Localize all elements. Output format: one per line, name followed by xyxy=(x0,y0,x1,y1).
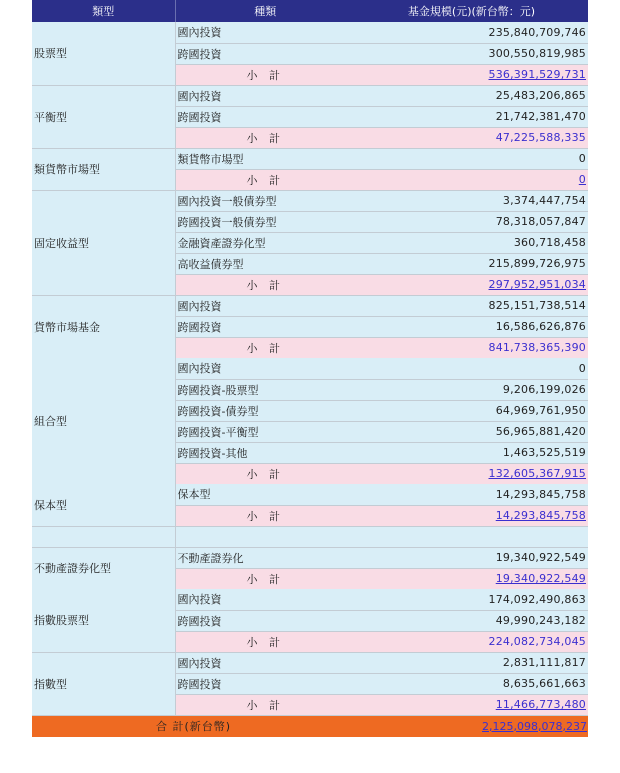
kind-cell: 跨國投資 xyxy=(175,610,355,631)
table-row xyxy=(32,85,588,106)
subtotal-link[interactable]: 19,340,922,549 xyxy=(495,572,586,586)
subtotal-label: 小 計 xyxy=(175,274,355,295)
value-cell: 9,206,199,026 xyxy=(355,379,588,400)
table-row xyxy=(32,148,588,169)
kind-cell: 國內投資一般債券型 xyxy=(175,190,355,211)
kind-cell: 金融資產證券化型 xyxy=(175,232,355,253)
kind-cell: 跨國投資一般債券型 xyxy=(175,211,355,232)
kind-cell: 保本型 xyxy=(175,484,355,505)
subtotal-label: 小 計 xyxy=(175,694,355,715)
subtotal-value xyxy=(355,505,588,526)
kind-cell: 跨國投資 xyxy=(175,106,355,127)
category-stock: 股票型 xyxy=(32,22,175,85)
value-cell: 215,899,726,975 xyxy=(355,253,588,274)
grand-total-row xyxy=(32,715,588,737)
table-row xyxy=(32,190,588,211)
subtotal-value xyxy=(355,631,588,652)
subtotal-link[interactable]: 11,466,773,480 xyxy=(495,698,586,711)
subtotal-label: 小 計 xyxy=(175,631,355,652)
kind-cell: 跨國投資-其他 xyxy=(175,442,355,463)
value-cell: 2,831,111,817 xyxy=(355,652,588,673)
subtotal-link[interactable]: 841,738,365,390 xyxy=(488,341,586,355)
blank-cell xyxy=(175,526,588,547)
table-row xyxy=(32,547,588,568)
subtotal-label: 小 計 xyxy=(175,463,355,484)
subtotal-label: 小 計 xyxy=(175,505,355,526)
subtotal-value xyxy=(355,169,588,190)
subtotal-value xyxy=(355,568,588,589)
subtotal-value xyxy=(355,337,588,358)
value-cell: 78,318,057,847 xyxy=(355,211,588,232)
subtotal-label: 小 計 xyxy=(175,568,355,589)
value-cell: 235,840,709,746 xyxy=(355,22,588,43)
kind-cell: 國內投資 xyxy=(175,85,355,106)
table-row xyxy=(32,358,588,379)
category-reits: 不動產證券化型 xyxy=(32,547,175,589)
header-kind: 種類 xyxy=(175,0,355,22)
kind-cell: 國內投資 xyxy=(175,589,355,610)
value-cell: 14,293,845,758 xyxy=(355,484,588,505)
value-cell: 300,550,819,985 xyxy=(355,43,588,64)
kind-cell: 國內投資 xyxy=(175,22,355,43)
category-index: 指數型 xyxy=(32,652,175,715)
kind-cell: 類貨幣市場型 xyxy=(175,148,355,169)
value-cell: 25,483,206,865 xyxy=(355,85,588,106)
subtotal-label: 小 計 xyxy=(175,169,355,190)
value-cell: 825,151,738,514 xyxy=(355,295,588,316)
kind-cell: 國內投資 xyxy=(175,358,355,379)
table-row xyxy=(32,22,588,43)
subtotal-link[interactable]: 297,952,951,034 xyxy=(488,278,586,291)
kind-cell: 跨國投資-債券型 xyxy=(175,400,355,421)
subtotal-link[interactable]: 0 xyxy=(578,173,586,186)
category-fund-of-funds: 組合型 xyxy=(32,358,175,484)
subtotal-label: 小 計 xyxy=(175,64,355,85)
table-row xyxy=(32,652,588,673)
blank-cell xyxy=(32,526,175,547)
blank-row xyxy=(32,526,588,547)
kind-cell: 高收益債券型 xyxy=(175,253,355,274)
table-header xyxy=(32,0,588,22)
value-cell: 0 xyxy=(355,358,588,379)
kind-cell: 國內投資 xyxy=(175,295,355,316)
subtotal-link[interactable]: 536,391,529,731 xyxy=(488,68,586,81)
category-money-market: 貨幣市場基金 xyxy=(32,295,175,358)
header-fund-size: 基金規模(元)(新台幣：元) xyxy=(355,0,588,22)
subtotal-value xyxy=(355,64,588,85)
value-cell: 0 xyxy=(355,148,588,169)
grand-total-label: 合 計(新台幣) xyxy=(32,715,355,737)
fund-size-table xyxy=(32,0,588,737)
value-cell: 21,742,381,470 xyxy=(355,106,588,127)
kind-cell: 跨國投資-股票型 xyxy=(175,379,355,400)
table-row xyxy=(32,295,588,316)
value-cell: 16,586,626,876 xyxy=(355,316,588,337)
kind-cell: 跨國投資 xyxy=(175,673,355,694)
grand-total-value xyxy=(355,715,588,737)
value-cell: 8,635,661,663 xyxy=(355,673,588,694)
subtotal-value xyxy=(355,127,588,148)
category-etf: 指數股票型 xyxy=(32,589,175,652)
category-principal-guaranteed: 保本型 xyxy=(32,484,175,526)
value-cell: 49,990,243,182 xyxy=(355,610,588,631)
subtotal-link[interactable]: 47,225,588,335 xyxy=(495,131,586,144)
subtotal-link[interactable]: 14,293,845,758 xyxy=(495,509,586,522)
value-cell: 1,463,525,519 xyxy=(355,442,588,463)
value-cell: 56,965,881,420 xyxy=(355,421,588,442)
subtotal-value xyxy=(355,463,588,484)
category-quasi-money-market: 類貨幣市場型 xyxy=(32,148,175,190)
category-fixed-income: 固定收益型 xyxy=(32,190,175,295)
value-cell: 3,374,447,754 xyxy=(355,190,588,211)
value-cell: 360,718,458 xyxy=(355,232,588,253)
kind-cell: 跨國投資 xyxy=(175,316,355,337)
subtotal-label: 小 計 xyxy=(175,337,355,358)
subtotal-value xyxy=(355,274,588,295)
grand-total-link[interactable]: 2,125,098,078,237 xyxy=(482,719,587,733)
kind-cell: 不動產證券化 xyxy=(175,547,355,568)
kind-cell: 國內投資 xyxy=(175,652,355,673)
subtotal-value xyxy=(355,694,588,715)
value-cell: 64,969,761,950 xyxy=(355,400,588,421)
value-cell: 174,092,490,863 xyxy=(355,589,588,610)
header-category: 類型 xyxy=(32,0,175,22)
value-cell: 19,340,922,549 xyxy=(355,547,588,568)
kind-cell: 跨國投資 xyxy=(175,43,355,64)
table-row xyxy=(32,484,588,505)
category-balanced: 平衡型 xyxy=(32,85,175,148)
subtotal-link[interactable]: 224,082,734,045 xyxy=(488,635,586,648)
kind-cell: 跨國投資-平衡型 xyxy=(175,421,355,442)
table-row xyxy=(32,589,588,610)
subtotal-label: 小 計 xyxy=(175,127,355,148)
subtotal-link[interactable]: 132,605,367,915 xyxy=(488,467,586,481)
